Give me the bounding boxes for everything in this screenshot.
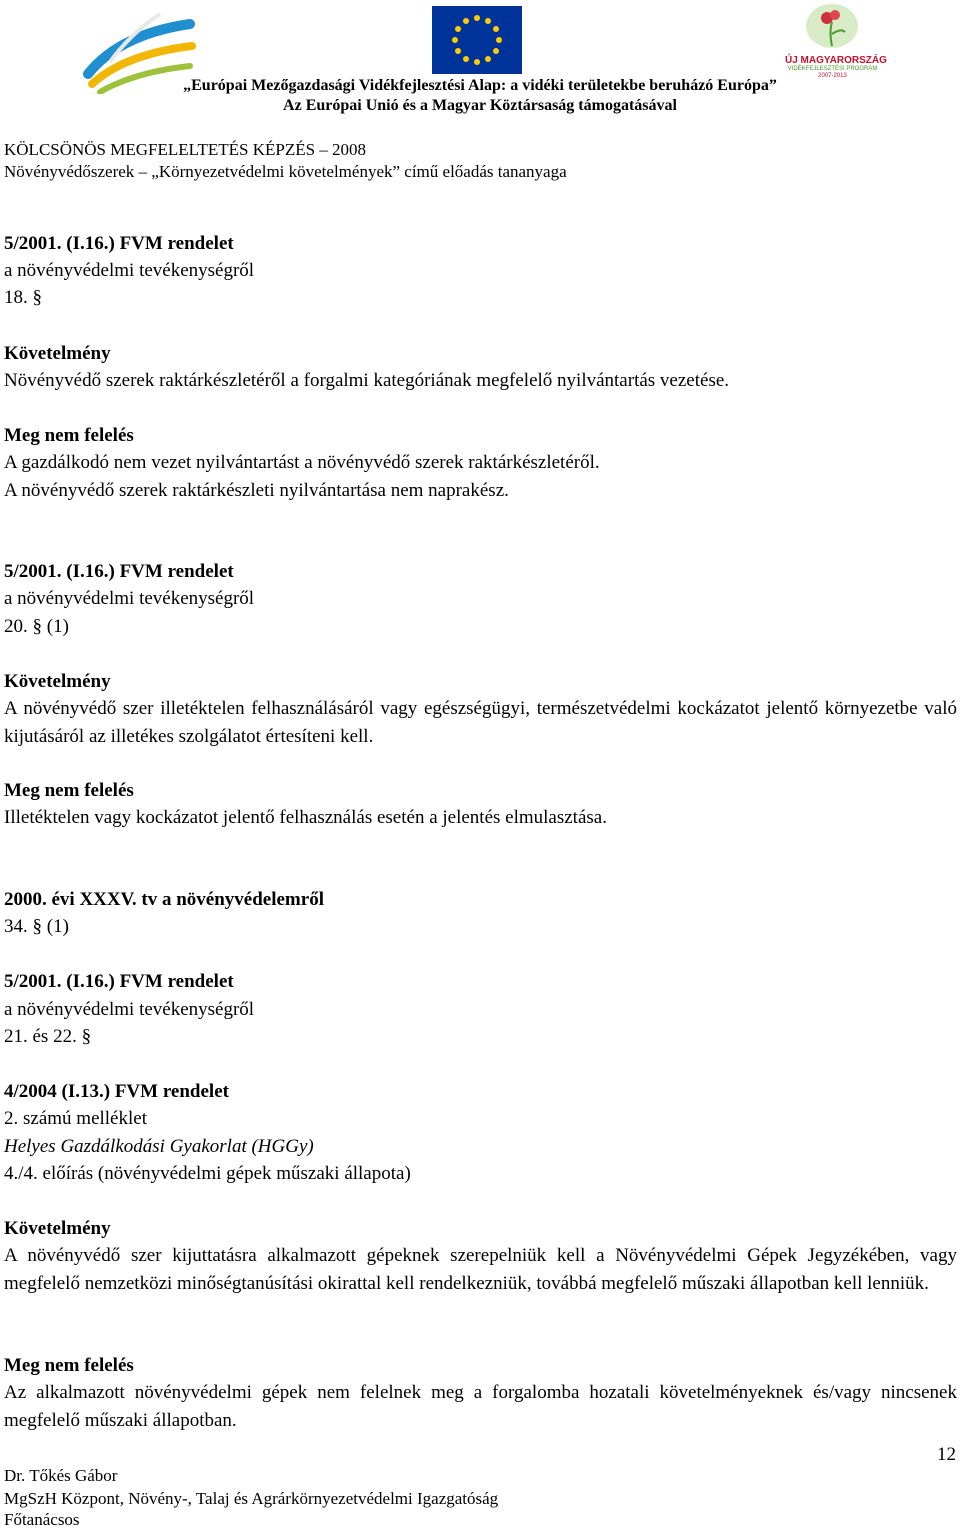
requirement-text: Növényvédő szerek raktárkészletéről a forgalmi kategóriának megfelelő nyilvántartás vezetése. xyxy=(4,370,730,391)
paragraph-ref: 21. és 22. § xyxy=(4,1026,92,1047)
requirement-heading: Követelmény xyxy=(4,1218,111,1239)
eu-flag-logo xyxy=(432,6,522,74)
page-number: 12 xyxy=(937,1444,956,1465)
violation-text-2: A növényvédő szerek raktárkészleti nyilvántartása nem naprakész. xyxy=(4,480,509,501)
course-subtitle: Növényvédőszerek – „Környezetvédelmi követelmények” című előadás tananyaga xyxy=(4,162,567,181)
regulation-subtitle: a növényvédelmi tevékenységről xyxy=(4,260,255,281)
paragraph-ref: 20. § (1) xyxy=(4,616,69,637)
law-paragraph: 34. § (1) xyxy=(4,916,69,937)
logo-text-sub: VIDÉKFEJLESZTÉSI PROGRAM xyxy=(787,66,878,72)
regulation-title: 5/2001. (I.16.) FVM rendelet xyxy=(4,561,234,582)
violation-heading: Meg nem felelés xyxy=(4,780,134,801)
paragraph-ref: 18. § xyxy=(4,287,42,308)
law-title: 2000. évi XXXV. tv a növényvédelemről xyxy=(4,889,324,910)
violation-text: Az alkalmazott növényvédelmi gépek nem felelnek meg a forgalomba hozatali követelményeknek és/vagy nincsenek megfelelő műszaki állapotban. xyxy=(4,1382,957,1431)
regulation-title: 5/2001. (I.16.) FVM rendelet xyxy=(4,971,234,992)
requirement-text: A növényvédő szer kijuttatásra alkalmazott gépeknek szerepelniük kell a Növényvédelmi Gépek Jegyzékében, vagy megfelelő nemzetközi minőségtanúsítási okirattal kell rendelkezniük, továbbá megfelelő műszaki állapotban kell lenniük. xyxy=(4,1245,957,1294)
footer-author: Dr. Tőkés Gábor xyxy=(4,1466,118,1485)
violation-heading: Meg nem felelés xyxy=(4,425,134,446)
flower-emblem-icon xyxy=(785,2,880,50)
requirement-heading: Követelmény xyxy=(4,671,111,692)
requirement-text: A növényvédő szer illetéktelen felhasználásáról vagy egészségügyi, természetvédelmi kockázatot jelentő környezetbe való kijutásáról az illetékes szolgálatot értesíteni kell. xyxy=(4,698,957,747)
footer-institution: MgSzH Központ, Növény-, Talaj és Agrárkörnyezetvédelmi Igazgatóság xyxy=(4,1489,499,1508)
violation-text: Illetéktelen vagy kockázatot jelentő felhasználás esetén a jelentés elmulasztása. xyxy=(4,807,607,828)
violation-heading: Meg nem felelés xyxy=(4,1355,134,1376)
footer-role: Főtanácsos xyxy=(4,1510,80,1529)
annex-ref: 2. számú melléklet xyxy=(4,1108,147,1129)
regulation2-title: 4/2004 (I.13.) FVM rendelet xyxy=(4,1081,229,1102)
requirement-heading: Követelmény xyxy=(4,343,111,364)
regulation-subtitle: a növényvédelmi tevékenységről xyxy=(4,588,255,609)
program-title: „Európai Mezőgazdasági Vidékfejlesztési Alap: a vidéki területekbe beruházó Európa” xyxy=(183,77,777,94)
course-title: KÖLCSÖNÖS MEGFELELTETÉS KÉPZÉS – 2008 xyxy=(4,140,367,159)
regulation-title: 5/2001. (I.16.) FVM rendelet xyxy=(4,233,234,254)
uj-magyarorszag-logo xyxy=(785,2,887,82)
rule-ref: 4./4. előírás (növényvédelmi gépek műszaki állapota) xyxy=(4,1163,411,1184)
program-support: Az Európai Unió és a Magyar Köztársaság támogatásával xyxy=(283,97,677,114)
logo-text-main: ÚJ MAGYARORSZÁG xyxy=(785,55,887,66)
logo-text-years: 2007-2013 xyxy=(818,73,847,79)
hggy-title: Helyes Gazdálkodási Gyakorlat (HGGy) xyxy=(4,1136,314,1157)
regulation-subtitle: a növényvédelmi tevékenységről xyxy=(4,999,255,1020)
violation-text-1: A gazdálkodó nem vezet nyilvántartást a növényvédő szerek raktárkészletéről. xyxy=(4,452,600,473)
